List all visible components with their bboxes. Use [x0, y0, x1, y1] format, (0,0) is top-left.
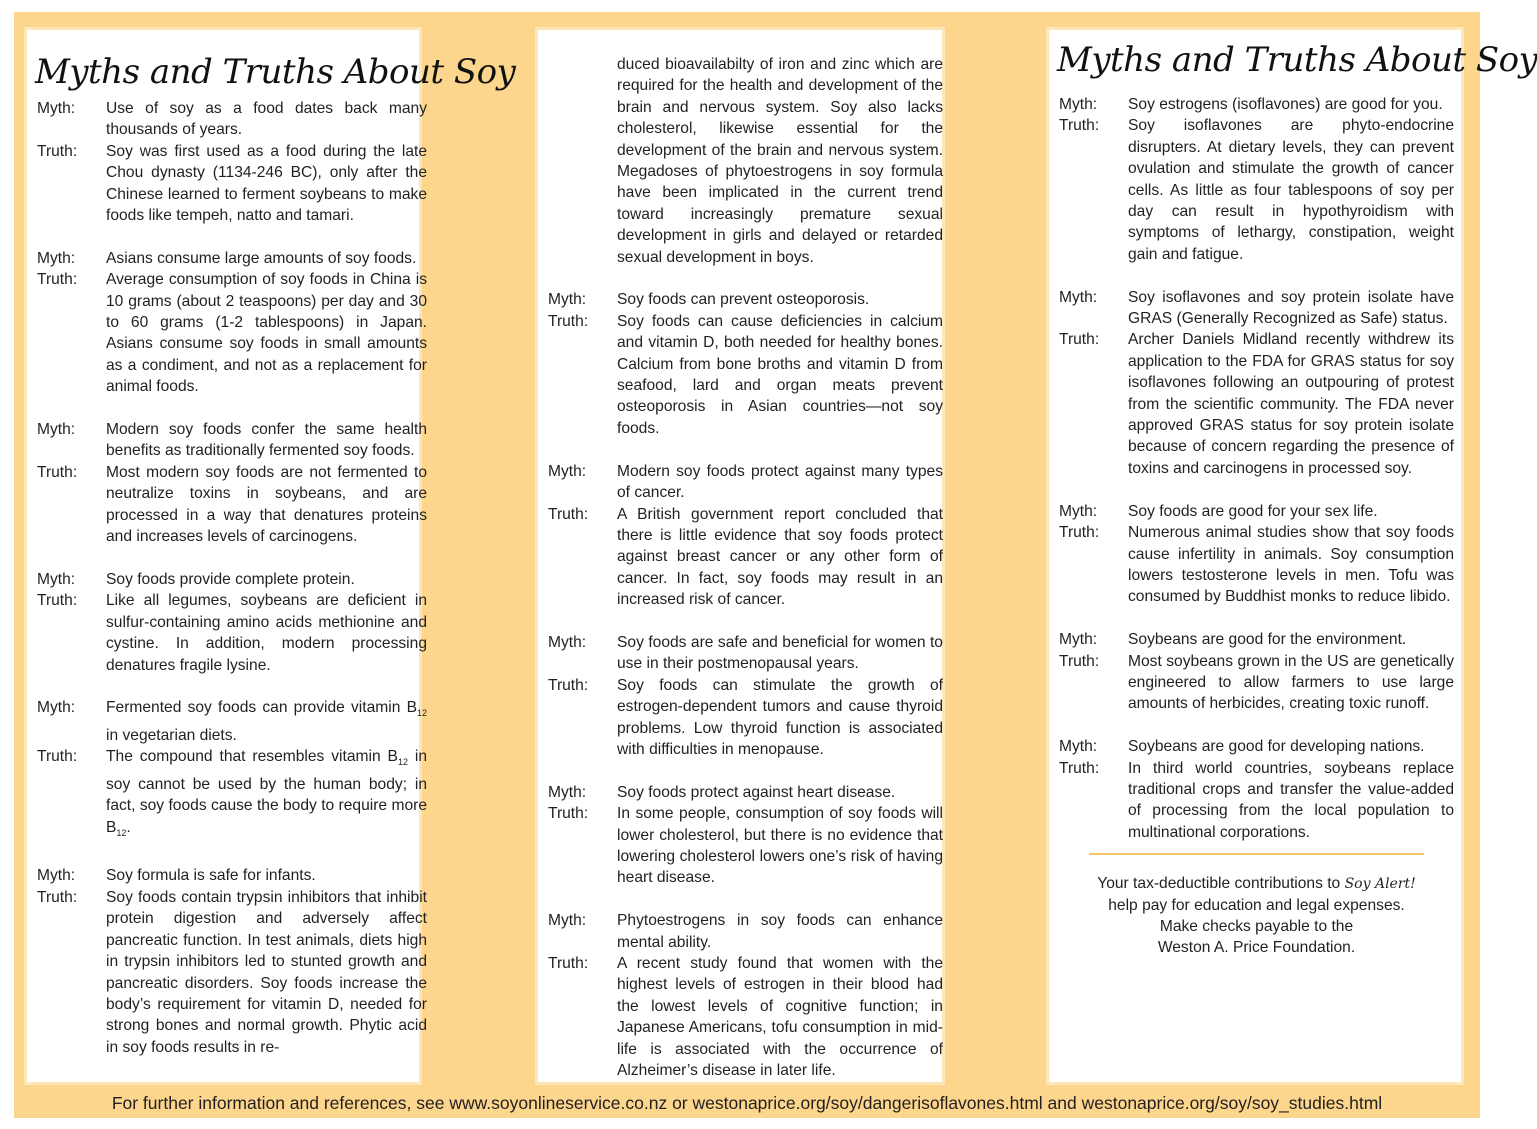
panel-left	[24, 27, 516, 1085]
myth-text: Soybeans are good for the environment.	[1128, 631, 1407, 649]
myth-text: Use of soy as a food dates back many thousands of years.	[106, 100, 427, 139]
truth-text: Soy foods can stimulate the growth of estrogen-dependent tumors and cause thyroid problems. Low thyroid function is associated with difficulties in menopause.	[617, 676, 943, 758]
myth-text: Soy foods protect against heart disease.	[617, 783, 896, 801]
soy-alert-logo: Soy Alert!	[1344, 876, 1416, 893]
truth-text: The compound that resembles vitamin $B_{12}$ in soy cannot be used by the human body; in fact, soy foods cause the body to require more $B_{12}$.	[106, 748, 427, 838]
myth-entry: Myth: Modern soy foods confer the same health benefits as traditionally fermented soy foods. Truth: Most modern soy foods are not fermented to neutralize toxins in soybeans, and are processed in a way that denatures proteins and increases levels of carcinogens.	[37, 419, 427, 547]
panel-title: Myths and Truths About Soy	[1057, 40, 1537, 80]
myth-entry: Myth: Soy foods provide complete protein. Truth: Like all legumes, soybeans are deficient in sulfur-containing amino acids methionine and cystine. In addition, modern processing denatures fragile lysine.	[37, 569, 427, 676]
continued-text: duced bioavailabilty of iron and zinc which are required for the health and development of the brain and nervous system. Soy also lacks cholesterol, likewise essential for the development of the brain and nervous system. Megadoses of phytoestrogens in soy formula have been implicated in the current trend toward increasingly premature sexual development in girls and delayed or retarded sexual development in boys.	[617, 56, 943, 266]
footer-references: For further information and references, see www.soyonlineservice.co.nz or westonaprice.org/soy/dangerisoflavones.html and westonaprice.org/soy/soy_studies.html	[111, 1093, 1383, 1113]
myth-text: Soy foods can prevent osteoporosis.	[617, 291, 870, 309]
myth-entry: Myth: Modern soy foods protect against many types of cancer. Truth: A British government report concluded that there is little evidence that soy foods protect against breast cancer or any other form of cancer. In fact, soy foods may result in an increased risk of cancer.	[548, 461, 943, 611]
donation-note: Your tax-deductible contributions to Soy Alert! help pay for education and legal expenses. Make checks payable to the Weston A. Price Foundation.	[1097, 875, 1416, 957]
truth-text: A recent study found that women with the highest levels of estrogen in their blood had the lowest levels of cognitive function; in Japanese Americans, tofu consumption in mid-life is associated with the occurrence of Alzheimer’s disease in later life.	[617, 954, 943, 1080]
panel-middle	[535, 27, 945, 1085]
myth-entry: Myth: Phytoestrogens in soy foods can enhance mental ability. Truth: A recent study found that women with the highest levels of estrogen in their blood had the lowest levels of cognitive function; in Japanese Americans, tofu consumption in mid-life is associated with the occurrence of Alzheimer’s disease in later life.	[548, 910, 943, 1081]
myth-list	[37, 98, 427, 1080]
myth-entry: Myth: Soy foods can prevent osteoporosis. Truth: Soy foods can cause deficiencies in calcium and vitamin D, both needed for healthy bones. Calcium from bone broths and vitamin D from seafood, lard and organ meats prevent osteoporosis in Asian countries—not soy foods.	[548, 289, 943, 439]
myth-text: Soy foods are safe and beneficial for women to use in their postmenopausal years.	[617, 633, 943, 673]
myth-text: Soybeans are good for developing nations.	[1128, 738, 1425, 756]
myth-entry: Myth: Fermented soy foods can provide vitamin $B_{12}$ in vegetarian diets. Truth: The compound that resembles vitamin $B_{12}$ in soy cannot be used by the human body; in fact, soy foods cause the body to require more $B_{12}$.	[37, 697, 427, 844]
myth-text: Modern soy foods protect against many types of cancer.	[617, 462, 943, 502]
myth-entry: Myth: Soy foods are safe and beneficial for women to use in their postmenopausal years. Truth: Soy foods can stimulate the growth of estrogen-dependent tumors and cause thyroid problems. Low thyroid function is associated with difficulties in menopause.	[548, 632, 943, 760]
myth-entry: Myth: Soy foods are good for your sex life. Truth: Numerous animal studies show that soy foods cause infertility in animals. Soy consumption lowers testosterone levels in men. Tofu was consumed by Buddhist monks to reduce libido.	[1059, 501, 1454, 608]
panel-right	[1046, 27, 1537, 1085]
myth-entry: Myth: Soybeans are good for the environment. Truth: Most soybeans grown in the US are genetically engineered to allow farmers to use large amounts of herbicides, creating toxic runoff.	[1059, 629, 1454, 715]
truth-text: In third world countries, soybeans replace traditional crops and transfer the value-added of processing from the local population to multinational corporations.	[1128, 759, 1454, 841]
myth-entry: Myth: Asians consume large amounts of soy foods. Truth: Average consumption of soy foods in China is 10 grams (about 2 teaspoons) per day and 30 to 60 grams (1-2 tablespoons) in Japan. Asians consume soy foods in small amounts as a condiment, and not as a replacement for animal foods.	[37, 248, 427, 398]
truth-text: Soy isoflavones are phyto-endocrine disrupters. At dietary levels, they can prevent ovulation and stimulate the growth of cancer cells. As little as four tablespoons of soy per day can result in hypothyroidism with symptoms of lethargy, constipation, weight gain and fatigue.	[1128, 117, 1454, 263]
myth-text: Soy formula is safe for infants.	[106, 867, 316, 885]
myth-text: Modern soy foods confer the same health benefits as traditionally fermented soy foods.	[106, 421, 427, 460]
truth-text: Soy foods can cause deficiencies in calcium and vitamin D, both needed for healthy bones. Calcium from bone broths and vitamin D from seafood, lard and organ meats prevent osteoporosis in Asian countries—not soy foods.	[617, 312, 943, 437]
truth-text: Like all legumes, soybeans are deficient in sulfur-containing amino acids methionine and cystine. In addition, modern processing denatures fragile lysine.	[106, 592, 427, 674]
myth-text: Phytoestrogens in soy foods can enhance mental ability.	[617, 912, 943, 951]
myth-list	[1059, 94, 1454, 958]
myth-entry: Myth: Soy estrogens (isoflavones) are good for you. Truth: Soy isoflavones are phyto-endocrine disrupters. At dietary levels, they can prevent ovulation and stimulate the growth of cancer cells. As little as four tablespoons of soy per day can result in hypothyroidism with symptoms of lethargy, constipation, weight gain and fatigue.	[1059, 94, 1454, 265]
myth-text: Soy estrogens (isoflavones) are good for you.	[1128, 96, 1443, 113]
myth-text: Fermented soy foods can provide vitamin $B_{12}$ in vegetarian diets.	[106, 699, 427, 744]
truth-text: Average consumption of soy foods in China is 10 grams (about 2 teaspoons) per day and 30 to 60 grams (1-2 tablespoons) in Japan. Asians consume soy foods in small amounts as a condiment, and not as a replacement for animal foods.	[106, 271, 427, 396]
myth-entry: Myth: Soy foods protect against heart disease. Truth: In some people, consumption of soy foods will lower cholesterol, but there is no evidence that lowering cholesterol lowers one’s risk of having heart disease.	[548, 782, 943, 889]
truth-text: A British government report concluded that there is little evidence that soy foods protect against breast cancer or any other form of cancer. In fact, soy foods may result in an increased risk of cancer.	[617, 505, 943, 609]
truth-text: Most soybeans grown in the US are genetically engineered to allow farmers to use large amounts of herbicides, creating toxic runoff.	[1128, 652, 1454, 713]
myth-text: Soy foods are good for your sex life.	[1128, 502, 1378, 520]
myth-entry: Myth: Soy formula is safe for infants. Truth: Soy foods contain trypsin inhibitors that inhibit protein digestion and adversely affect pancreatic function. In test animals, diets high in trypsin inhibitors led to stunted growth and pancreatic disorders. Soy foods increase the body’s requirement for vitamin D, needed for strong bones and normal growth. Phytic acid in soy foods results in re-	[37, 865, 427, 1058]
myth-entry: Myth: Use of soy as a food dates back many thousands of years. Truth: Soy was first used as a food during the late Chou dynasty (1134-246 BC), only after the Chinese learned to ferment soybeans to make foods like tempeh, natto and tamari.	[37, 98, 427, 226]
myth-list	[548, 54, 943, 1103]
myth-text: Soy isoflavones and soy protein isolate have GRAS (Generally Recognized as Safe) status.	[1128, 288, 1454, 328]
truth-text: Most modern soy foods are not fermented to neutralize toxins in soybeans, and are processed in a way that denatures proteins and increases levels of carcinogens.	[106, 463, 427, 546]
truth-text: Archer Daniels Midland recently withdrew its application to the FDA for GRAS status for soy isoflavones following an outpouring of protest from the scientific community. The FDA never approved GRAS status for soy protein isolate because of concern regarding the presence of toxins and carcinogens in processed soy.	[1128, 331, 1454, 477]
divider	[1089, 853, 1424, 855]
panel-title: Myths and Truths About Soy	[35, 52, 516, 92]
truth-text: Soy was first used as a food during the late Chou dynasty (1134-246 BC), only after the Chinese learned to ferment soybeans to make foods like tempeh, natto and tamari.	[106, 142, 427, 225]
myth-entry: Myth: Soybeans are good for developing nations. Truth: In third world countries, soybeans replace traditional crops and transfer the value-added of processing from the local population to multinational corporations.	[1059, 736, 1454, 843]
myth-entry: Myth: Soy isoflavones and soy protein isolate have GRAS (Generally Recognized as Safe) status. Truth: Archer Daniels Midland recently withdrew its application to the FDA for GRAS status for soy isoflavones following an outpouring of protest from the scientific community. The FDA never approved GRAS status for soy protein isolate because of concern regarding the presence of toxins and carcinogens in processed soy.	[1059, 287, 1454, 480]
truth-text: Numerous animal studies show that soy foods cause infertility in animals. Soy consumption lowers testosterone levels in men. Tofu was consumed by Buddhist monks to reduce libido.	[1128, 524, 1454, 606]
myth-text: Asians consume large amounts of soy foods.	[106, 249, 417, 267]
truth-text: In some people, consumption of soy foods will lower cholesterol, but there is no evidence that lowering cholesterol lowers one’s risk of having heart disease.	[617, 805, 943, 887]
truth-text: Soy foods contain trypsin inhibitors that inhibit protein digestion and adversely affect pancreatic function. In test animals, diets high in trypsin inhibitors led to stunted growth and pancreatic disorders. Soy foods increase the body’s requirement for vitamin D, needed for strong bones and normal growth. Phytic acid in soy foods results in re-	[106, 888, 427, 1056]
myth-text: Soy foods provide complete protein.	[106, 570, 355, 588]
